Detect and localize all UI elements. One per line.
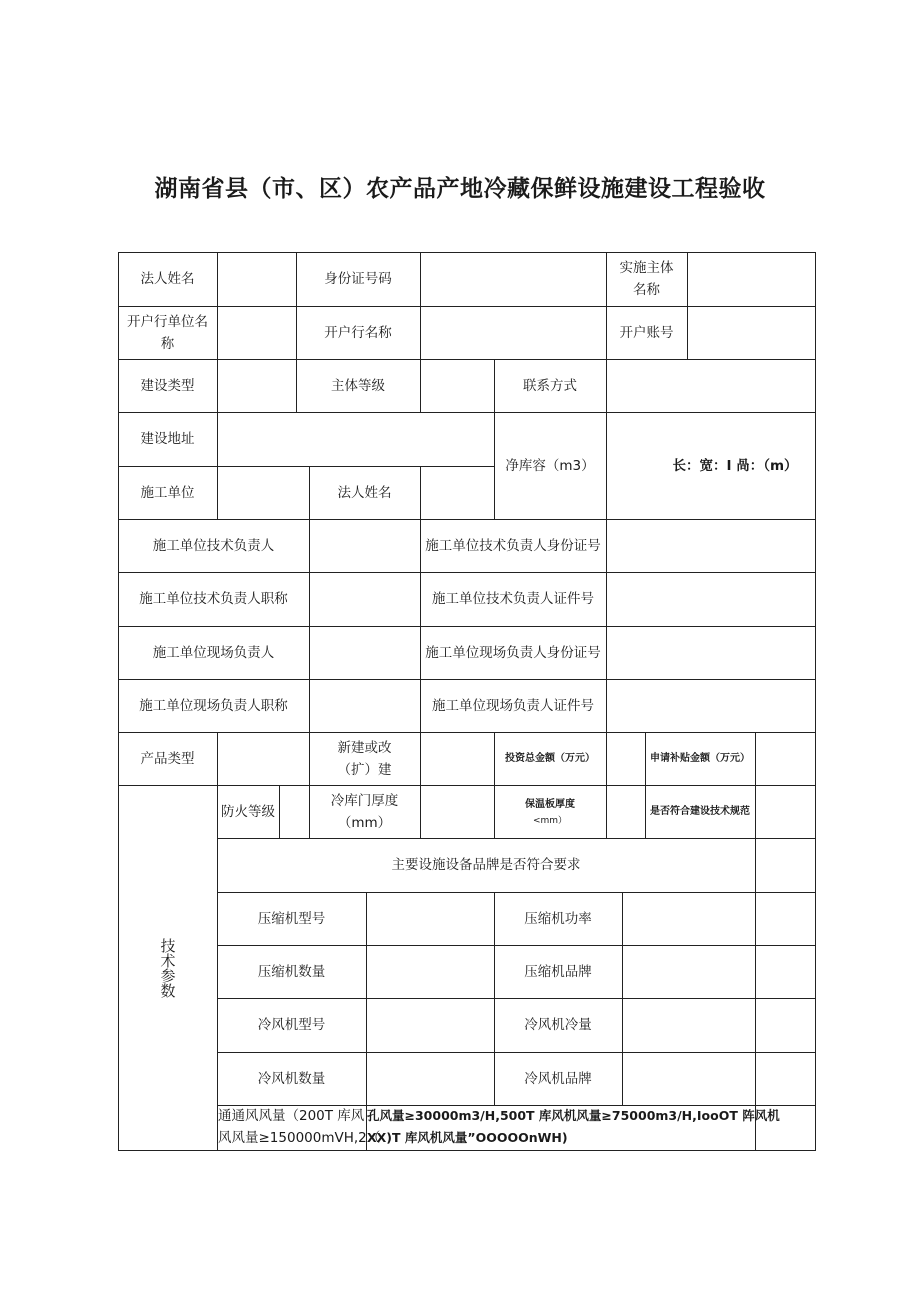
label-bank-account: 开户账号	[619, 324, 674, 341]
label-product-type: 产品类型	[140, 750, 195, 767]
input-entity-grade[interactable]	[420, 359, 494, 412]
input-entity-name[interactable]	[687, 252, 816, 306]
input-brand-compliance[interactable]	[755, 838, 816, 892]
label-contractor-legal-person: 法人姓名	[337, 484, 392, 501]
label-construction-address: 建设地址	[140, 431, 195, 447]
input-legal-person-name[interactable]	[217, 252, 296, 306]
label-contractor: 施工单位	[140, 484, 195, 501]
label-net-capacity: 净库容（m3）	[505, 457, 595, 474]
ventilation-note-line1-right: 孔风量≥30000m3/H,500T 库风机风量≥75000m3/H,IooOT 阵风机	[367, 1108, 780, 1123]
input-fan-count[interactable]	[366, 1052, 494, 1105]
label-site-lead: 施工单位现场负责人	[152, 644, 275, 661]
label-fire-rating: 防火等级	[221, 803, 275, 820]
label-entity-grade: 主体等级	[331, 377, 385, 394]
label-construction-type: 建设类型	[140, 377, 195, 394]
input-site-lead-id[interactable]	[606, 626, 816, 679]
input-contact[interactable]	[606, 359, 816, 412]
label-contact: 联系方式	[523, 377, 577, 394]
input-door-thickness[interactable]	[420, 785, 494, 838]
input-contractor-legal-person[interactable]	[420, 466, 494, 519]
label-tech-lead-title: 施工单位技术负责人职称	[139, 591, 288, 607]
input-site-lead-title[interactable]	[309, 679, 420, 732]
label-dimensions: 长：宽：I 咼：（m）	[672, 457, 798, 474]
input-construction-type[interactable]	[217, 359, 296, 412]
label-total-investment: 投资总金额（万元）	[505, 752, 595, 764]
label-tech-lead-cert: 施工单位技术负责人证件号	[432, 591, 594, 607]
label-site-lead-cert: 施工单位现场负责人证件号	[432, 697, 594, 714]
input-compressor-power[interactable]	[622, 892, 755, 945]
label-site-lead-title: 施工单位现场负责人职称	[139, 697, 288, 714]
input-tech-lead-id[interactable]	[606, 519, 816, 572]
input-tech-lead-title[interactable]	[309, 572, 420, 626]
label-door-thickness: 冷库门厚度（mm）	[330, 792, 399, 831]
label-id-number: 身份证号码	[324, 271, 392, 287]
input-fan-cooling[interactable]	[622, 998, 755, 1052]
label-fan-model: 冷风机型号	[257, 1017, 326, 1033]
input-fan-brand[interactable]	[622, 1052, 755, 1105]
input-product-type[interactable]	[217, 732, 309, 785]
label-tech-params: 技术参数	[158, 938, 177, 998]
input-compressor-brand[interactable]	[622, 945, 755, 998]
input-id-number[interactable]	[420, 252, 606, 306]
input-compressor-model[interactable]	[366, 892, 494, 945]
input-contractor[interactable]	[217, 466, 309, 519]
input-insulation-thickness[interactable]	[606, 785, 645, 838]
input-subsidy-amount[interactable]	[755, 732, 816, 785]
ventilation-note-line1-left: 通通风风量（200T 库风	[218, 1108, 365, 1124]
input-compressor-count[interactable]	[366, 945, 494, 998]
input-site-lead-cert[interactable]	[606, 679, 816, 732]
label-tech-lead-id: 施工单位技术负责人身份证号	[425, 537, 601, 554]
label-new-or-expand: 新建或改（扩）建	[337, 739, 392, 778]
label-brand-compliance: 主要设施设备品牌是否符合要求	[391, 857, 581, 873]
label-bank-name: 开户行单位名称	[127, 313, 208, 352]
label-compressor-power: 压缩机功率	[524, 910, 592, 927]
label-site-lead-id: 施工单位现场负责人身份证号	[425, 644, 601, 661]
label-tech-lead: 施工单位技术负责人	[152, 537, 275, 554]
input-fan-model[interactable]	[366, 998, 494, 1052]
label-fan-count: 冷风机数量	[257, 1070, 326, 1087]
input-construction-address[interactable]	[217, 412, 494, 466]
input-tech-lead[interactable]	[309, 519, 420, 572]
label-entity-name: 实施主体名称	[619, 260, 674, 298]
input-bank-name[interactable]	[217, 306, 296, 359]
page-title: 湖南省县（市、区）农产品产地冷藏保鲜设施建设工程验收	[154, 176, 766, 202]
label-compressor-count: 压缩机数量	[257, 963, 326, 980]
label-insulation-thickness	[494, 785, 606, 838]
label-meets-spec: 是否符合建设技术规范	[650, 805, 750, 817]
label-compressor-brand: 压缩机品牌	[524, 963, 592, 980]
input-bank-account[interactable]	[687, 306, 816, 359]
input-bank-branch[interactable]	[420, 306, 606, 359]
ventilation-note-line2-right: XX)T 库风机风量”OOOOOnWH)	[367, 1130, 568, 1145]
label-subsidy-amount: 申请补贴金额（万元）	[650, 752, 750, 764]
input-fire-rating[interactable]	[279, 785, 309, 838]
insulation-unit-text: <mm）	[532, 815, 568, 826]
input-ventilation-check[interactable]	[755, 1105, 816, 1151]
input-new-or-expand[interactable]	[420, 732, 494, 785]
label-fan-cooling: 冷风机冷量	[524, 1017, 592, 1033]
label-compressor-model: 压缩机型号	[257, 910, 326, 927]
input-total-investment[interactable]	[606, 732, 645, 785]
input-tech-lead-cert[interactable]	[606, 572, 816, 626]
input-site-lead[interactable]	[309, 626, 420, 679]
label-legal-person-name: 法人姓名	[140, 271, 195, 287]
insulation-thickness-text: 保温板厚度	[525, 798, 575, 810]
label-fan-brand: 冷风机品牌	[524, 1070, 592, 1087]
input-meets-spec[interactable]	[755, 785, 816, 838]
ventilation-note-line2-left: 风风量≥150000mVH,2（	[218, 1130, 381, 1146]
label-bank-branch: 开户行名称	[324, 324, 392, 341]
